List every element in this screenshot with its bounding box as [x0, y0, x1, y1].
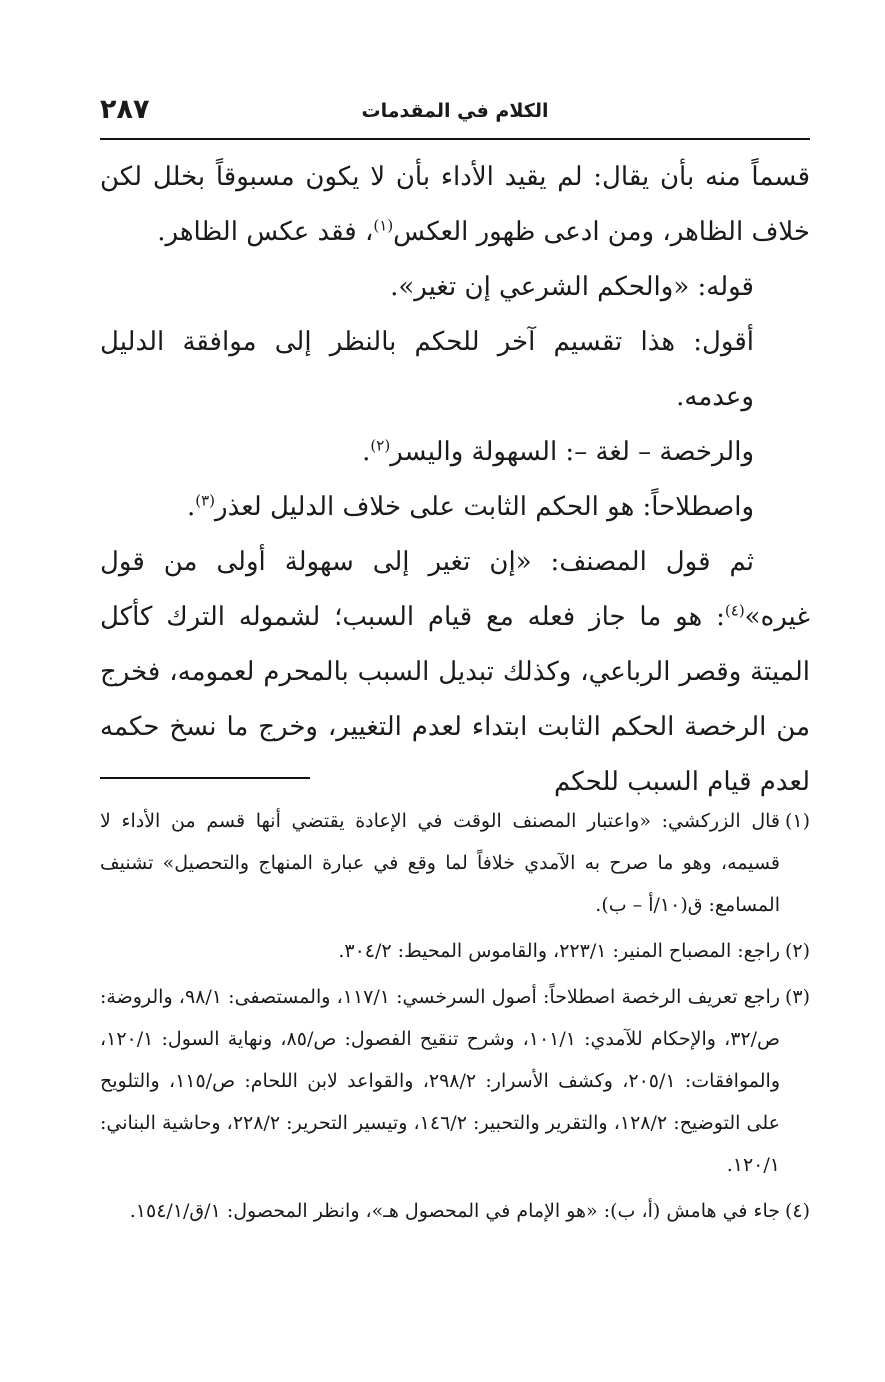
- book-page: [100, 0, 810, 1382]
- page-number: ٢٨٧: [100, 94, 150, 125]
- paragraph: [100, 480, 810, 535]
- paragraph: أقول: هذا تقسيم آخر للحكم بالنظر إلى موافقة الدليل وعدمه.: [100, 327, 754, 412]
- text-run: .: [362, 437, 371, 467]
- text-run: ، فقد عكس الظاهر.: [157, 217, 374, 247]
- text-run: قسماً منه بأن يقال: لم يقيد الأداء بأن لا يكون مسبوقاً بخلل لكن خلاف الظاهر، ومن ادعى ظهور العكس: [100, 162, 810, 247]
- footnote-ref: (٣): [195, 491, 216, 510]
- footnote: [100, 976, 810, 1186]
- footnote-text: راجع تعريف الرخصة اصطلاحاً: أصول السرخسي: ١١٧/١، والمستصفى: ٩٨/١، والروضة: ص/٣٢، والإحكام للآمدي: ١٠١/١، وشرح تنقيح الفصول: ص/٨٥، ونهاية السول: ١٢٠/١، والموافقات: ٢٠٥/١، وكشف الأسرار: ٢٩٨/٢، والقواعد لابن اللحام: ص/١١٥، والتلويح على التوضيح: ١٢٨/٢، والتقرير والتحبير: ١٤٦/٢، وتيسير التحرير: ٢٢٨/٢، وحاشية البناني: ١٢٠/١.: [100, 986, 781, 1176]
- paragraph: [100, 425, 810, 480]
- paragraph: [100, 150, 810, 260]
- footnote-number: (١): [784, 810, 810, 832]
- running-header: [100, 92, 810, 140]
- text-run: .: [186, 492, 196, 522]
- footnote: [100, 1190, 810, 1232]
- footnote: [100, 930, 810, 972]
- footnote-text: جاء في هامش (أ، ب): «هو الإمام في المحصول هـ»، وانظر المحصول: ١/ق/١٥٤/١.: [129, 1200, 780, 1222]
- text-run: واصطلاحاً: هو الحكم الثابت على خلاف الدليل لعذر: [215, 492, 754, 522]
- paragraph: [100, 535, 810, 810]
- footnote-text: قال الزركشي: «واعتبار المصنف الوقت في الإعادة يقتضي أنها قسم من الأداء لا قسيمه، وهو ما صرح به الآمدي خلافاً لما وقع في عبارة المنهاج والتحصيل» تشنيف المسامع: ق(١٠/أ – ب).: [100, 810, 780, 916]
- footnote-ref: (٤): [724, 601, 745, 620]
- footnotes: [100, 800, 810, 1236]
- footnote-text: راجع: المصباح المنير: ٢٢٣/١، والقاموس المحيط: ٣٠٤/٢.: [338, 940, 780, 962]
- chapter-title: الكلام في المقدمات: [361, 100, 549, 122]
- paragraph: قوله: «والحكم الشرعي إن تغير».: [390, 272, 754, 302]
- text-run: ثم قول المصنف: «إن تغير إلى سهولة أولى من قول غيره»: [100, 547, 810, 632]
- text-run: : هو ما جاز فعله مع قيام السبب؛ لشموله الترك كأكل الميتة وقصر الرباعي، وكذلك تبديل السبب بالمحرم لعمومه، فخرج من الرخصة الحكم الثابت ابتداء لعدم التغيير، وخرج ما نسخ حكمه لعدم قيام السبب للحكم: [100, 602, 810, 797]
- footnote-divider: [100, 777, 310, 779]
- footnote-number: (٤): [784, 1200, 810, 1222]
- footnote-ref: (٢): [370, 436, 391, 455]
- footnote-number: (٢): [784, 940, 810, 962]
- footnote: [100, 800, 810, 926]
- main-text: [100, 150, 810, 810]
- text-run: والرخصة – لغة –: السهولة واليسر: [390, 437, 754, 467]
- footnote-number: (٣): [784, 986, 810, 1008]
- footnote-ref: (١): [373, 216, 394, 235]
